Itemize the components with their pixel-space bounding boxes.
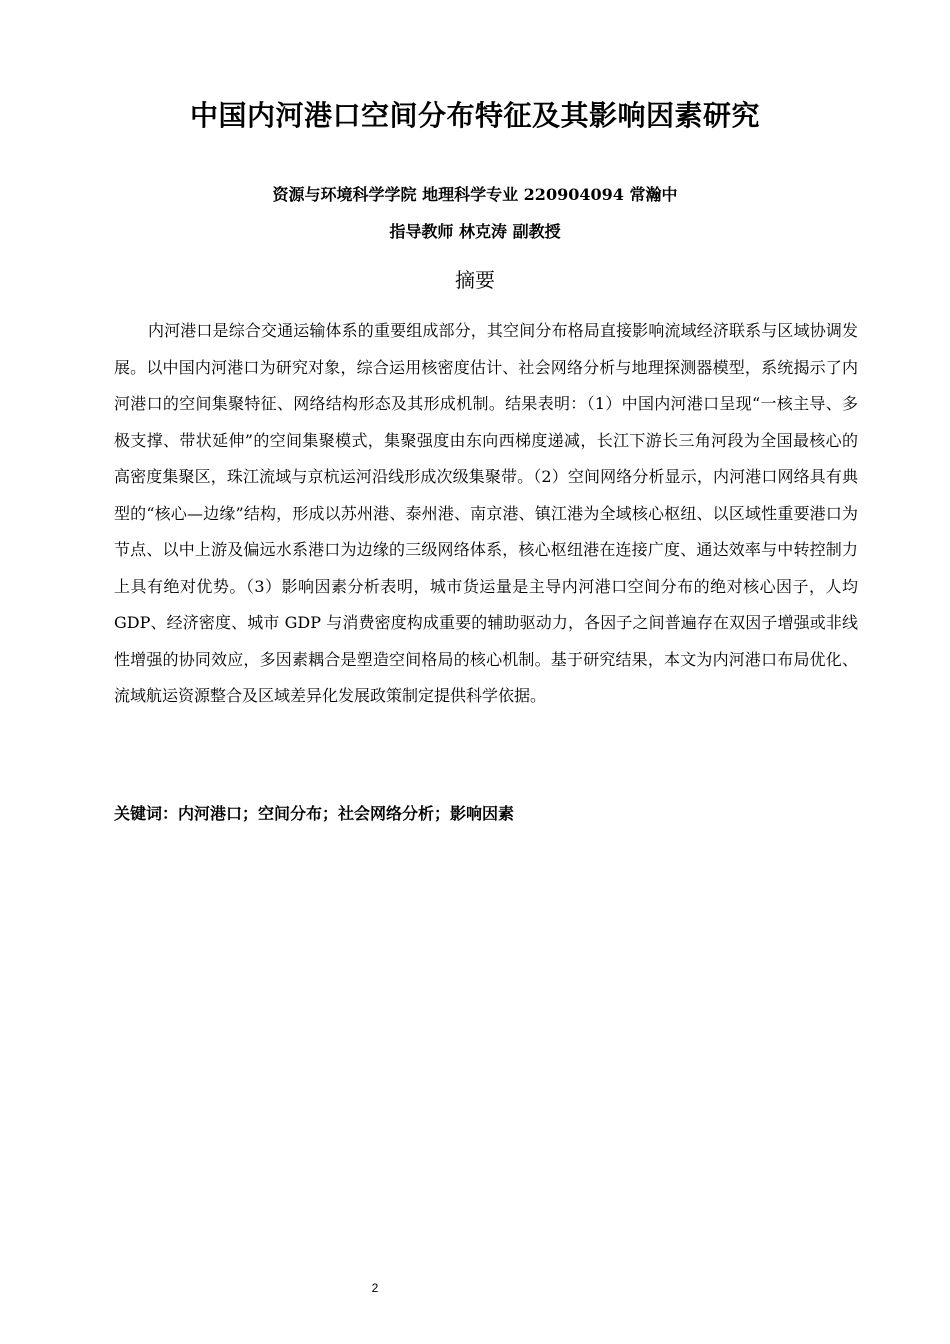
keywords-line: 关键词：内河港口；空间分布；社会网络分析；影响因素 [114, 804, 515, 823]
author-line: 资源与环境科学学院 地理科学专业 220904094 常瀚中 [272, 185, 678, 204]
abstract-heading: 摘要 [455, 268, 495, 292]
abstract-body: 内河港口是综合交通运输体系的重要组成部分，其空间分布格局直接影响流域经济联系与区域协调发展。以中国内河港口为研究对象，综合运用核密度估计、社会网络分析与地理探测器模型，系统揭示了内河港口的空间集聚特征、网络结构形态及其形成机制。结果表明：（1）中国内河港口呈现“一核主导、多极支撑、带状延伸”的空间集聚模式，集聚强度由东向西梯度递减，长江下游长三角河段为全国最核心的高密度集聚区，珠江流域与京杭运河沿线形成次级集聚带。（2）空间网络分析显示，内河港口网络具有典型的“核心—边缘”结构，形成以苏州港、泰州港、南京港、镇江港为全域核心枢纽、以区域性重要港口为节点、以中上游及偏远水系港口为边缘的三级网络体系，核心枢纽港在连接广度、通达效率与中转控制力上具有绝对优势。（3）影响因素分析表明，城市货运量是主导内河港口空间分布的绝对核心因子，人均 GDP、经济密度、城市 GDP 与消费密度构成重要的辅助驱动力，各因子之间普遍存在双因子增强或非线性增强的协同效应，多因素耦合是塑造空间格局的核心机制。基于研究结果，本文为内河港口布局优化、流域航运资源整合及区域差异化发展政策制定提供科学依据。 [114, 321, 858, 705]
page-number: 2 [371, 1281, 379, 1295]
paper-title: 中国内河港口空间分布特征及其影响因素研究 [189, 99, 760, 132]
advisor-line: 指导教师 林克涛 副教授 [389, 222, 561, 241]
